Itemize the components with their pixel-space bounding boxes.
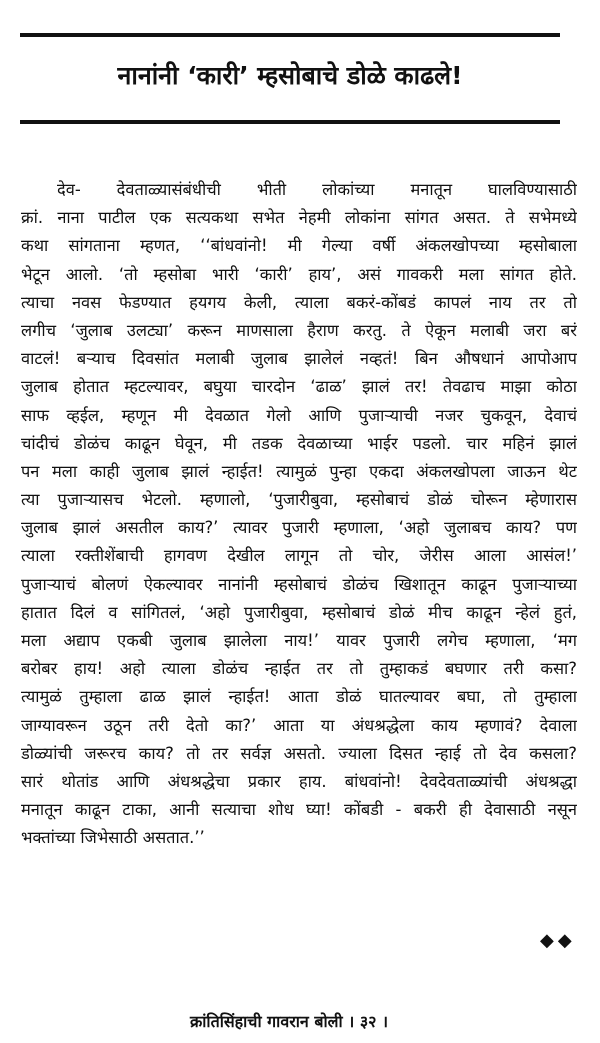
body-line: पन मला काही जुलाब झालं न्हाईत! त्यामुळं पुन्हा एकदा अंकलखोपला जाऊन थेट [21, 461, 577, 481]
chapter-title: नानांनी ‘कारी’ म्हसोबाचे डोळे काढले! [117, 61, 463, 90]
body-line: क्रां. नाना पाटील एक सत्यकथा सभेत नेहमी लोकांना सांगत असत. ते सभेमध्ये [21, 208, 577, 228]
end-ornament: ◆◆ [540, 930, 576, 951]
body-line: मनातून काढून टाका, आनी सत्याचा शोध घ्या! कोंबडी - बकरी ही देवासाठी नसून [21, 800, 577, 820]
body-line: सारं थोतांड आणि अंधश्रद्धेचा प्रकार हाय. बांधवांनो! देवदेवताळ्यांची अंधश्रद्धा [21, 771, 577, 791]
body-line: कथा सांगताना म्हणत, ‘‘बांधवांनो! मी गेल्या वर्षी अंकलखोपच्या म्हसोबाला [21, 236, 577, 256]
body-line: बरोबर हाय! अहो त्याला डोळंच न्हाईत तर तो तुम्हाकडं बघणार तरी कसा? [21, 659, 577, 679]
body-line: हातात दिलं व सांगितलं, ‘अहो पुजारीबुवा, म्हसोबाचं डोळं मीच काढून न्हेलं हुतं, [21, 602, 577, 622]
body-line: देव- देवताळ्यासंबंधीची भीती लोकांच्या मनातून घालविण्यासाठी [57, 180, 577, 199]
body-line: जाग्यावरून उठून तरी देतो का?’ आता या अंधश्रद्धेला काय म्हणावं? देवाला [21, 715, 577, 735]
body-line: साफ व्हईल, म्हणून मी देवळात गेलो आणि पुजाऱ्याची नजर चुकवून, देवाचं [21, 405, 577, 425]
body-line: डोळ्यांची जरूरच काय? तो तर सर्वज्ञ असतो. ज्याला दिसत न्हाई तो देव कसला? [21, 743, 577, 763]
body-line: त्यामुळं तुम्हाला ढाळ झालं न्हाईत! आता डोळं घातल्यावर बघा, तो तुम्हाला [21, 687, 577, 707]
body-line: भक्तांच्या जिभेसाठी असतात.’’ [21, 828, 205, 848]
body-line: भेटून आलो. ‘तो म्हसोबा भारी ‘कारी’ हाय’, असं गावकरी मला सांगत होते. [21, 264, 577, 284]
body-line: त्या पुजाऱ्यासच भेटलो. म्हणालो, ‘पुजारीबुवा, म्हसोबाचं डोळं चोरून म्हेणारास [21, 490, 577, 510]
body-line: जुलाब झालं असतील काय?’ त्यावर पुजारी म्हणाला, ‘अहो जुलाबच काय? पण [21, 518, 577, 538]
body-line: मला अद्याप एकबी जुलाब झालेला नाय!’ यावर पुजारी लगेच म्हणाला, ‘मग [21, 631, 577, 650]
body-line: लगीच ‘जुलाब उलट्या’ करून माणसाला हैराण करतु. ते ऐकून मलाबी जरा बरं [21, 320, 577, 340]
body-line: जुलाब होतात म्हटल्यावर, बघुया चारदोन ‘ढाळ’ झालं तर! तेवढाच माझा कोठा [21, 377, 577, 397]
body-line: वाटलं! बऱ्याच दिवसांत मलाबी जुलाब झालेलं नव्हतं! बिन औषधानं आपोआप [21, 349, 577, 369]
body-line: पुजाऱ्याचं बोलणं ऐकल्यावर नानांनी म्हसोबाचं डोळंच खिशातून काढून पुजाऱ्याच्या [21, 574, 577, 594]
top-rule [20, 33, 560, 37]
body-line: त्याचा नवस फेडण्यात हयगय केली, त्याला बकरं-कोंबडं कापलं नाय तर तो [21, 292, 577, 312]
body-paragraph [21, 176, 577, 853]
body-line: चांदीचं डोळंच काढून घेवून, मी तडक देवळाच्या भाईर पडलो. चार महिनं झालं [21, 433, 577, 453]
title-bottom-rule [20, 120, 560, 124]
page-footer: क्रांतिसिंहाची गावरान बोली । ३२ । [190, 1012, 389, 1031]
body-line: त्याला रक्तीशेंबाची हागवण देखील लागून तो चोर, जेरीस आला आसंल!’ [21, 546, 577, 566]
